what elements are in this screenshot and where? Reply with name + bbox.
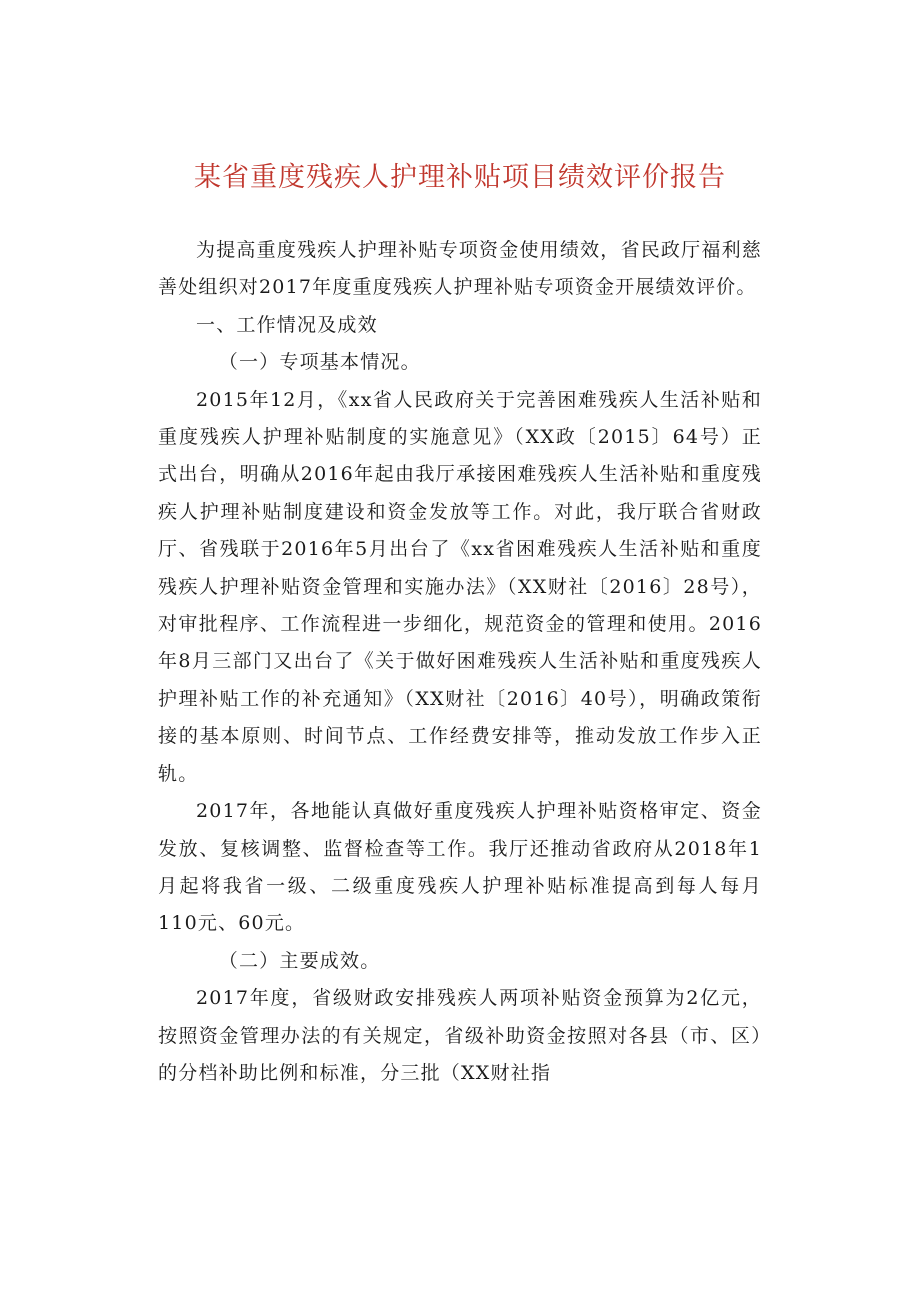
document-title: 某省重度残疾人护理补贴项目绩效评价报告 bbox=[194, 162, 726, 193]
intro-paragraph: 为提高重度残疾人护理补贴专项资金使用绩效，省民政厅福利慈善处组织对2017年度重度残疾人护理补贴专项资金开展绩效评价。 bbox=[158, 239, 762, 299]
body-paragraph: 2017年度，省级财政安排残疾人两项补贴资金预算为2亿元，按照资金管理办法的有关规定，省级补助资金按照对各县（市、区）的分档补助比例和标准，分三批（XX财社指 bbox=[158, 987, 762, 1084]
document-body bbox=[158, 232, 762, 1092]
section-heading-1: 一、工作情况及成效 bbox=[196, 313, 378, 336]
subsection-heading-1: （一）专项基本情况。 bbox=[218, 351, 421, 374]
subsection-heading-2: （二）主要成效。 bbox=[218, 949, 381, 972]
body-paragraph: 2017年，各地能认真做好重度残疾人护理补贴资格审定、资金发放、复核调整、监督检查等工作。我厅还推动省政府从2018年1月起将我省一级、二级重度残疾人护理补贴标准提高到每人每月110元、60元。 bbox=[158, 800, 762, 935]
body-paragraph: 2015年12月，《xx省人民政府关于完善困难残疾人生活补贴和重度残疾人护理补贴制度的实施意见》（XX政〔2015〕64号）正式出台，明确从2016年起由我厅承接困难残疾人生活补贴和重度残疾人护理补贴制度建设和资金发放等工作。对此，我厅联合省财政厅、省残联于2016年5月出台了《xx省困难残疾人生活补贴和重度残疾人护理补贴资金管理和实施办法》（XX财社〔2016〕28号），对审批程序、工作流程进一步细化，规范资金的管理和使用。2016年8月三部门又出台了《关于做好困难残疾人生活补贴和重度残疾人护理补贴工作的补充通知》（XX财社〔2016〕40号），明确政策衔接的基本原则、时间节点、工作经费安排等，推动发放工作步入正轨。 bbox=[158, 388, 762, 785]
